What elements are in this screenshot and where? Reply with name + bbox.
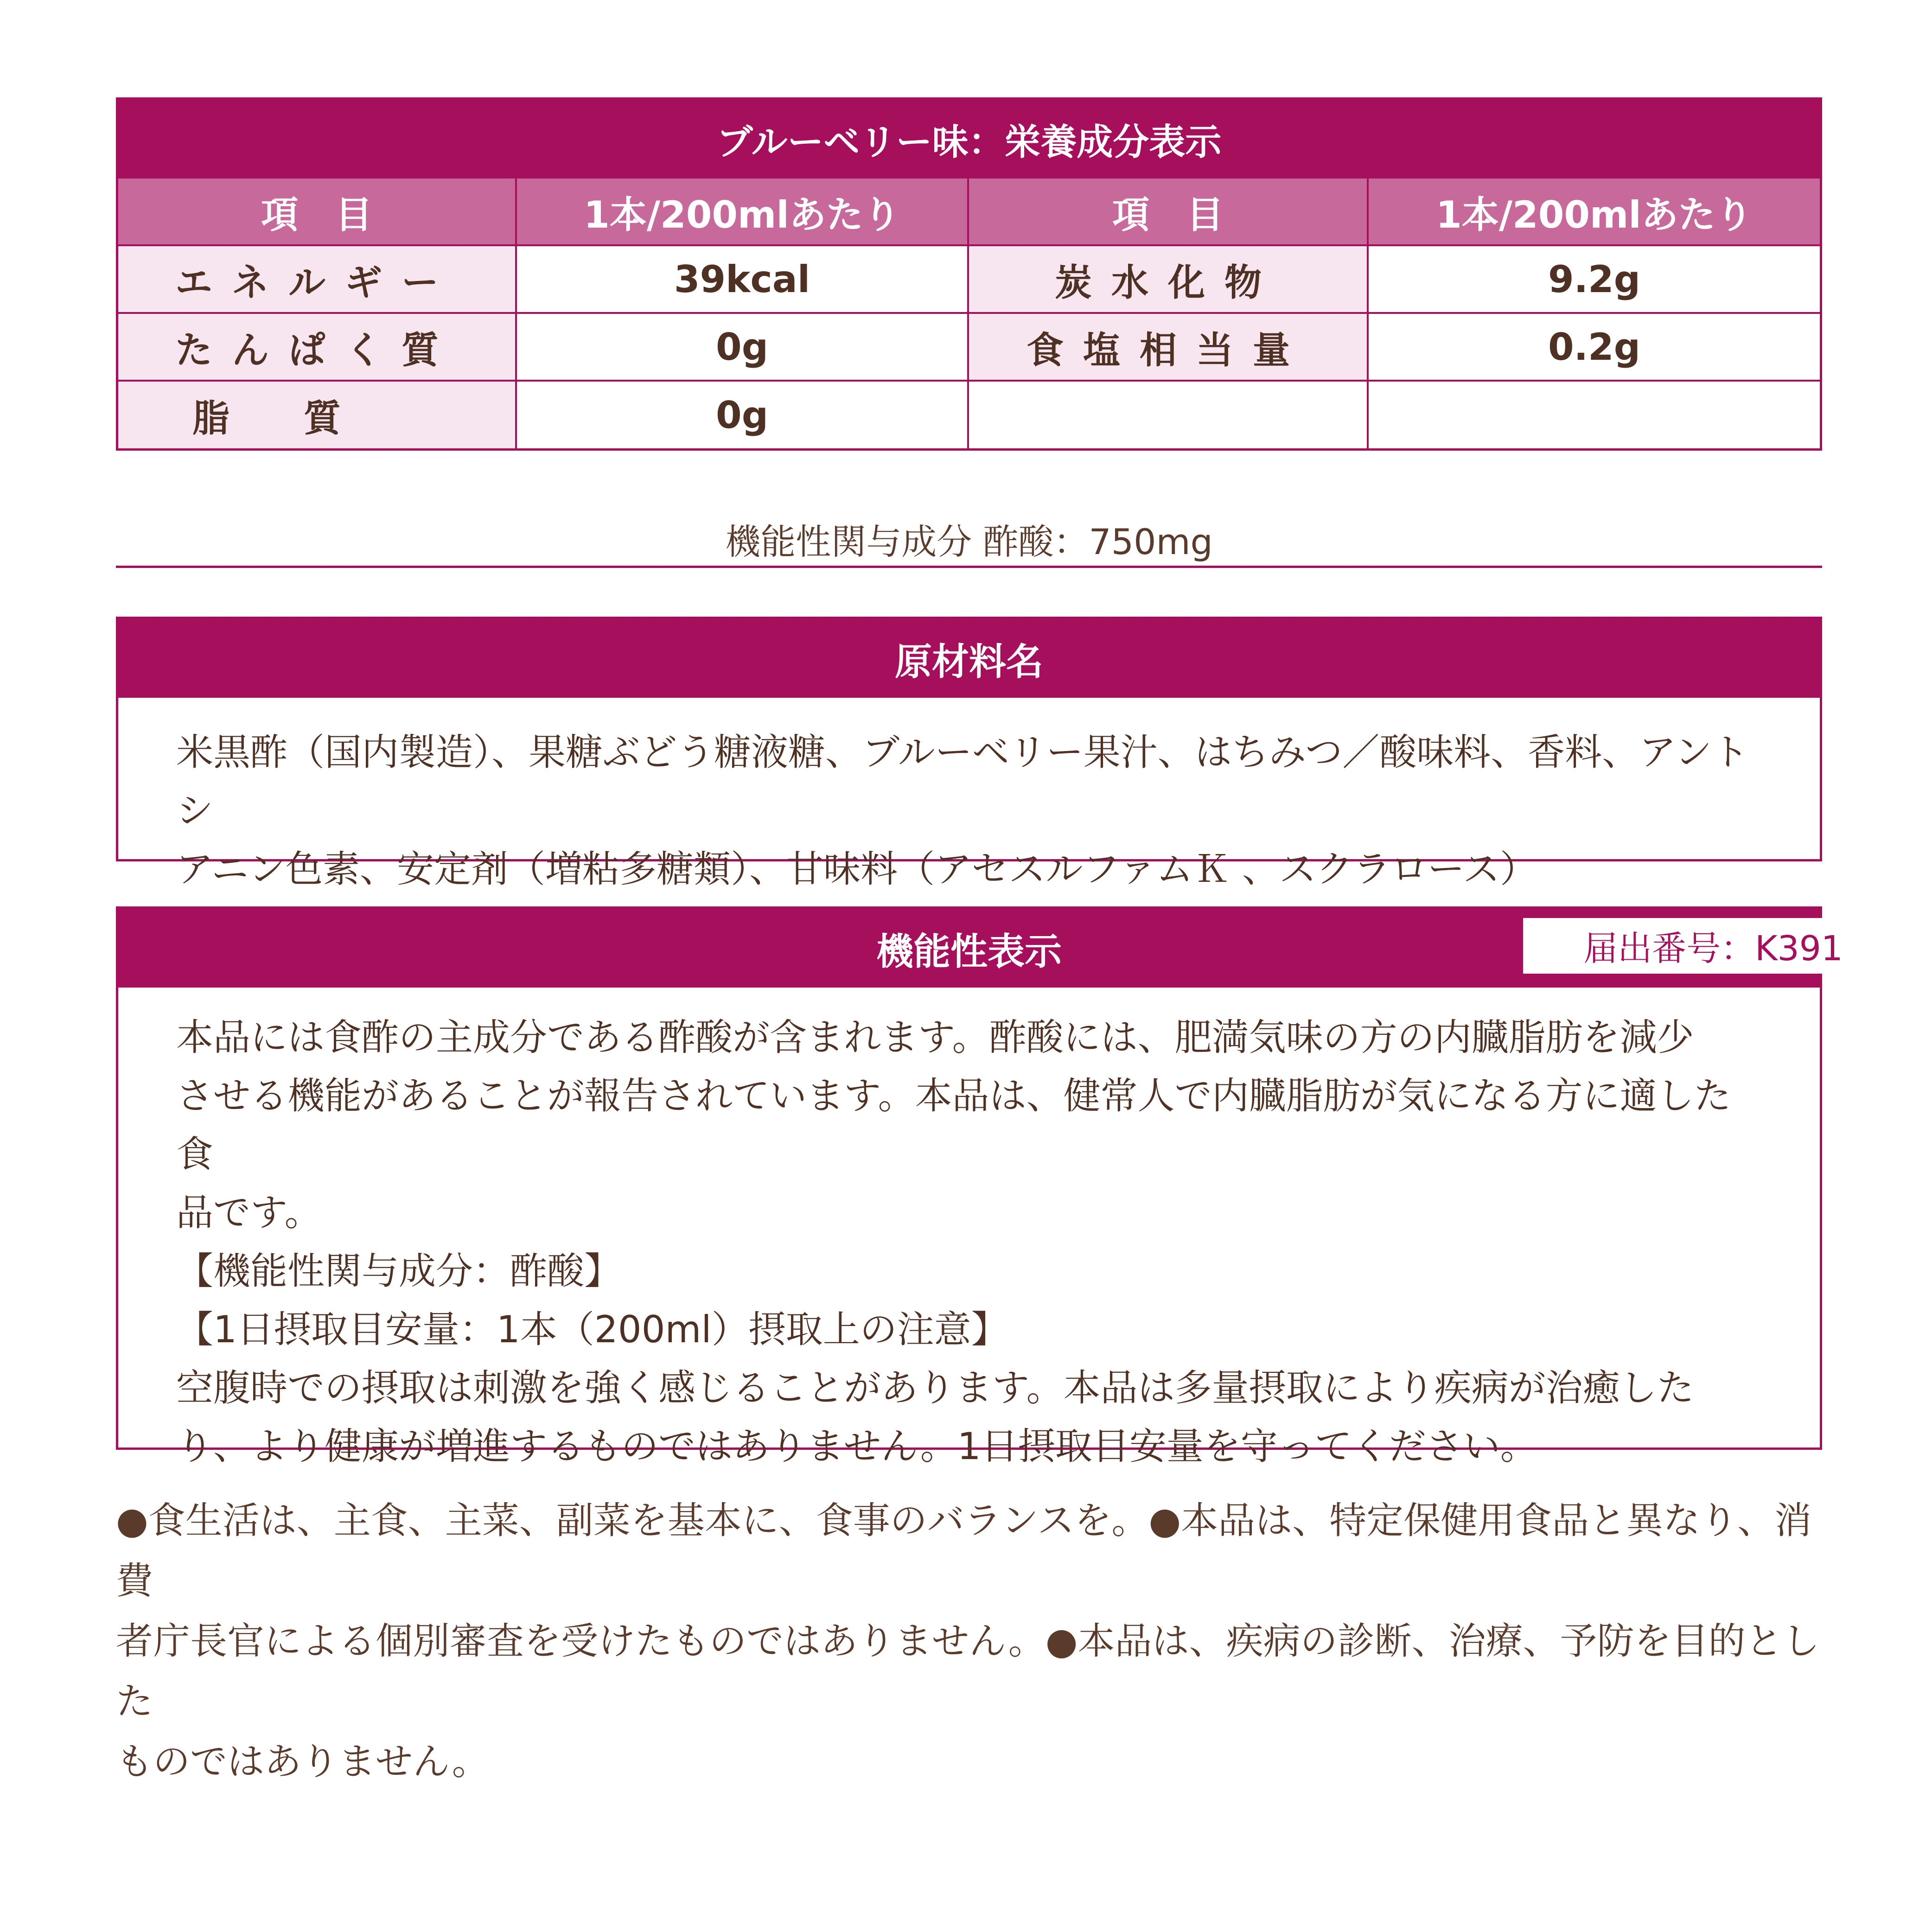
header-per-serving-1: 1本/200mlあたり <box>517 179 969 246</box>
ingredients-line: 米黒酢（国内製造）、果糖ぶどう糖液糖、ブルーベリー果汁、はちみつ／酸味料、香料、アントシ <box>176 731 1749 832</box>
label-salt-equivalent: 食塩相当量 <box>969 314 1369 382</box>
function-line: させる機能があることが報告されています。本品は、健常人で内臓脂肪が気になる方に適した食 <box>176 1074 1731 1176</box>
function-box <box>116 906 1843 1468</box>
ingredients-line: アニン色素、安定剤（増粘多糖類）、甘味料（アセスルファムＫ 、スクラロース） <box>176 848 1537 891</box>
function-line: 空腹時での摂取は刺激を強く感じることがあります。本品は多量摂取により疾病が治癒した <box>176 1366 1694 1409</box>
value-carbohydrate: 9.2g <box>1369 246 1820 314</box>
footer-line: ●食生活は、主食、主菜、副菜を基本に、食事のバランスを。●本品は、特定保健用食品と異なり、消費 <box>116 1499 1812 1602</box>
empty-cell-label <box>969 382 1369 448</box>
value-energy: 39kcal <box>517 246 969 314</box>
value-protein: 0g <box>517 314 969 382</box>
header-item-1: 項 目 <box>118 179 517 246</box>
ingredients-title: 原材料名 <box>118 619 1820 698</box>
notification-number-badge: 届出番号：K391 <box>1523 918 1903 974</box>
divider-line <box>116 566 1822 568</box>
function-line: 本品には食酢の主成分である酢酸が含まれます。酢酸には、肥満気味の方の内臓脂肪を減少 <box>176 1016 1694 1059</box>
label-protein: たんぱく質 <box>118 314 517 382</box>
ingredients-box <box>116 617 1822 891</box>
function-line: り、より健康が増進するものではありません。1日摂取目安量を守ってください。 <box>176 1425 1537 1468</box>
nutrition-grid <box>118 179 1820 448</box>
nutrition-title: ブルーベリー味：栄養成分表示 <box>118 100 1820 179</box>
footer-line: ものではありません。 <box>116 1740 489 1783</box>
ingredients-text <box>118 723 1820 899</box>
label-fat: 脂 質 <box>118 382 517 448</box>
value-salt-equivalent: 0.2g <box>1369 314 1820 382</box>
footer-line: 者庁長官による個別審査を受けたものではありません。●本品は、疾病の診断、治療、予防を目的とした <box>116 1620 1820 1723</box>
function-line: 品です。 <box>176 1191 322 1234</box>
header-item-2: 項 目 <box>969 179 1369 246</box>
empty-cell-value <box>1369 382 1820 448</box>
header-per-serving-2: 1本/200mlあたり <box>1369 179 1820 246</box>
function-title: 機能性表示 <box>118 909 1820 988</box>
value-fat: 0g <box>517 382 969 448</box>
footer-notes <box>116 1491 1822 1792</box>
function-line: 【1日摂取目安量：1本（200ml）摂取上の注意】 <box>176 1308 1008 1351</box>
functional-component-line: 機能性関与成分 酢酸：750mg <box>725 521 1213 562</box>
label-carbohydrate: 炭水化物 <box>969 246 1369 314</box>
nutrition-table <box>116 97 1822 451</box>
label-energy: エネルギー <box>118 246 517 314</box>
function-line: 【機能性関与成分：酢酸】 <box>176 1250 621 1293</box>
function-text <box>118 1008 1820 1476</box>
